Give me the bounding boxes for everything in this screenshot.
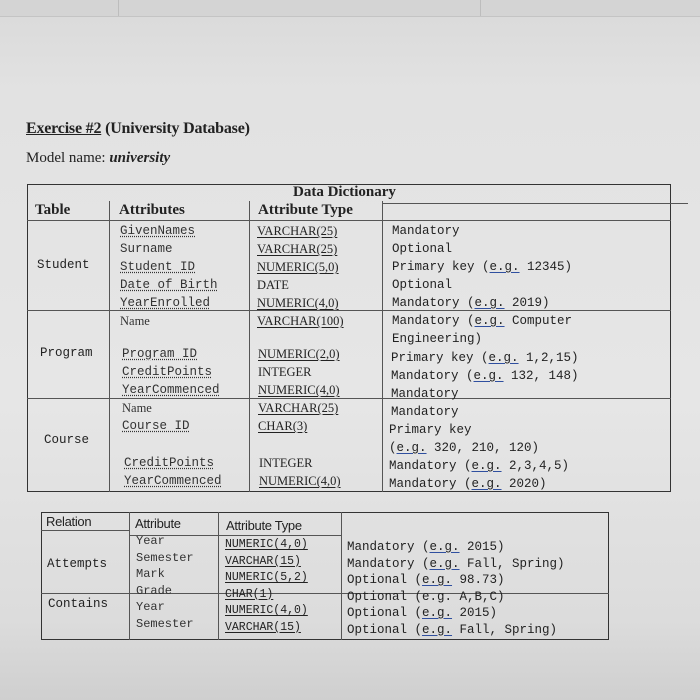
relation-name-contains: Contains — [48, 597, 109, 611]
top-bar-divider — [118, 0, 119, 16]
list-item — [347, 605, 565, 622]
list-item: Mandatory — [391, 405, 459, 419]
list-item: Semester — [136, 616, 194, 631]
desc-text: Optional ( — [347, 606, 423, 620]
desc-text: Optional ( — [347, 622, 423, 637]
list-item: VARCHAR(25) — [257, 224, 338, 238]
list-item: YearEnrolled — [120, 296, 211, 310]
column-header-attributes: Attributes — [119, 202, 185, 218]
exercise-title — [26, 120, 250, 138]
desc-text: Mandatory ( — [392, 314, 475, 328]
model-name: university — [109, 150, 171, 166]
dictionary-header-divider — [27, 220, 671, 221]
list-item — [392, 258, 572, 276]
list-item: INTEGER — [259, 456, 313, 470]
list-item: CreditPoints — [122, 365, 213, 379]
model-name-line — [26, 150, 170, 167]
list-item: NUMERIC(5,2) — [225, 571, 308, 584]
list-item: GivenNames — [120, 224, 196, 238]
list-item: YearCommenced — [122, 383, 220, 397]
list-item: VARCHAR(25) — [257, 242, 338, 256]
desc-text: Mandatory ( — [347, 540, 430, 554]
list-item: NUMERIC(4,0) — [259, 474, 341, 488]
list-item — [347, 539, 565, 556]
exercise-title-text: (University Database) — [101, 120, 250, 137]
eg-text: e.g. — [473, 369, 504, 383]
list-item: Semester — [136, 550, 194, 565]
table-name-program: Program — [40, 346, 93, 360]
eg-text: e.g. — [422, 622, 453, 637]
desc-text: Mandatory ( — [389, 459, 472, 473]
list-item: Year — [136, 534, 165, 548]
desc-text: 132, 148) — [503, 369, 579, 383]
relation-attributes — [136, 533, 194, 632]
list-item — [392, 294, 572, 312]
desc-text: 2015) — [459, 540, 505, 554]
list-item — [347, 556, 565, 573]
student-descriptions — [392, 222, 572, 348]
eg-text: e.g. — [474, 314, 505, 328]
eg-text: e.g. — [471, 477, 502, 491]
list-item — [392, 312, 572, 330]
desc-text: Fall, Spring) — [459, 556, 565, 571]
list-item — [389, 457, 569, 475]
desc-text: Fall, Spring) — [452, 622, 558, 637]
desc-text: 12345) — [519, 260, 573, 274]
list-item: CreditPoints — [124, 456, 215, 470]
list-item: NUMERIC(5,0) — [257, 260, 339, 274]
eg-text: e.g. — [422, 573, 453, 587]
list-item: Primary key — [389, 423, 472, 437]
table-name-course: Course — [44, 433, 90, 447]
table-name-student: Student — [37, 258, 90, 272]
list-item: NUMERIC(4,0) — [225, 604, 308, 617]
eg-text: e.g. — [429, 556, 460, 571]
desc-text: Mandatory ( — [392, 296, 475, 310]
list-item — [389, 475, 569, 493]
column-header-attribute-type: Attribute Type — [258, 202, 353, 218]
desc-text: Mandatory ( — [389, 477, 472, 491]
list-item: NUMERIC(2,0) — [258, 347, 340, 361]
relations-col-divider — [129, 512, 130, 640]
program-descriptions — [391, 349, 579, 421]
list-item: CHAR(1) — [225, 587, 274, 601]
list-item: Optional (e.g. A,B,C) — [347, 589, 505, 604]
list-item: VARCHAR(15) — [225, 620, 301, 634]
list-item: Course ID — [122, 419, 190, 433]
list-item: Mandatory — [391, 387, 459, 401]
list-item: YearCommenced — [124, 474, 222, 488]
desc-text: Computer — [504, 314, 573, 328]
desc-text: 320, 210, 120) — [426, 441, 540, 455]
list-item — [391, 367, 579, 385]
list-item: Year — [136, 600, 165, 614]
model-label: Model name: — [26, 150, 110, 166]
eg-text: e.g. — [396, 441, 427, 455]
list-item: (e.g. 320, 210, 120) — [389, 441, 540, 455]
top-bar-divider — [480, 0, 481, 16]
relation-types — [225, 537, 308, 636]
eg-text: e.g. — [422, 606, 453, 620]
list-item: Grade — [136, 583, 173, 598]
list-item: Optional — [392, 242, 453, 256]
relation-descriptions — [347, 539, 565, 638]
eg-text: e.g. — [488, 351, 519, 365]
list-item — [391, 349, 579, 367]
list-item — [347, 572, 565, 589]
list-item: Name — [120, 314, 150, 328]
top-bar — [0, 0, 700, 17]
column-header-attribute: Attribute — [135, 516, 181, 531]
list-item: Engineering) — [392, 332, 483, 346]
eg-text: e.g. — [489, 260, 520, 274]
course-attributes-1 — [122, 417, 190, 435]
column-header-relation: Relation — [46, 514, 92, 529]
dictionary-col-divider — [109, 201, 110, 492]
exercise-number: Exercise #2 — [26, 120, 102, 137]
list-item: Date of Birth — [120, 278, 218, 292]
relation-name-attempts: Attempts — [47, 557, 108, 571]
dictionary-caption: Data Dictionary — [293, 184, 396, 200]
relations-col-divider — [341, 512, 342, 640]
list-item: Mark — [136, 567, 165, 581]
relations-col-divider — [218, 512, 219, 640]
course-descriptions — [389, 421, 569, 493]
dictionary-col-divider — [249, 201, 250, 492]
student-attributes — [120, 222, 218, 330]
course-types-2 — [259, 454, 341, 490]
desc-text: 2020) — [501, 477, 547, 491]
list-item: Name — [122, 401, 152, 415]
column-header-table: Table — [35, 202, 71, 218]
list-item: Mandatory — [392, 224, 460, 238]
desc-text: Mandatory ( — [347, 556, 430, 571]
desc-text: 1,2,15) — [518, 351, 579, 365]
dictionary-caption-divider — [382, 203, 688, 204]
desc-text: Optional ( — [347, 573, 423, 587]
course-attributes-2 — [124, 454, 222, 490]
desc-text: 98.73) — [452, 573, 505, 587]
desc-text: Primary key ( — [391, 351, 489, 365]
relations-header-divider — [41, 530, 129, 531]
eg-text: e.g. — [429, 540, 460, 554]
eg-text: e.g. — [471, 459, 502, 473]
list-item: NUMERIC(4,0) — [257, 296, 339, 310]
list-item: NUMERIC(4,0) — [225, 538, 308, 551]
list-item: NUMERIC(4,0) — [258, 383, 340, 397]
list-item: VARCHAR(25) — [258, 401, 339, 415]
desc-text: 2015) — [452, 606, 498, 620]
dictionary-col-divider — [382, 201, 383, 492]
list-item: Student ID — [120, 260, 196, 274]
list-item: VARCHAR(15) — [225, 554, 301, 568]
list-item: INTEGER — [258, 365, 312, 379]
list-item — [347, 622, 565, 639]
list-item: Surname — [120, 242, 173, 256]
list-item: VARCHAR(100) — [257, 314, 344, 328]
list-item: Program ID — [122, 347, 198, 361]
desc-text: Primary key ( — [392, 260, 490, 274]
list-item: DATE — [257, 278, 289, 292]
eg-text: e.g. — [474, 296, 505, 310]
list-item: CHAR(3) — [258, 419, 308, 433]
desc-text: Mandatory ( — [391, 369, 474, 383]
course-types-1 — [258, 417, 307, 435]
desc-text: 2,3,4,5) — [501, 459, 570, 473]
list-item: Optional — [392, 278, 453, 292]
program-attributes — [122, 345, 220, 417]
column-header-relation-type: Attribute Type — [226, 518, 302, 533]
program-types — [258, 345, 340, 417]
student-types — [257, 222, 344, 330]
desc-text: 2019) — [504, 296, 550, 310]
